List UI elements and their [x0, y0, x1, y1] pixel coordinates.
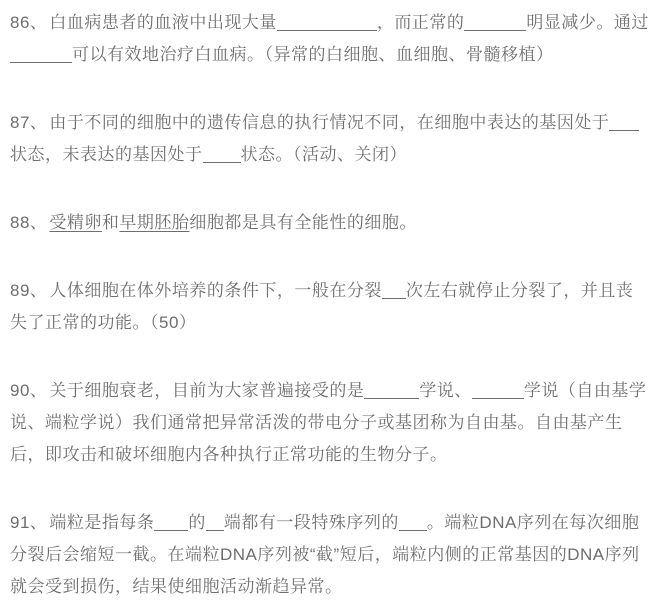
question-text: 白血病患者的血液中出现大量 [49, 13, 277, 32]
question-text: 由于不同的细胞中的遗传信息的执行情况不同，在细胞中表达的基因处于 [49, 113, 610, 132]
fill-in-blank [464, 29, 526, 31]
question-text: 的 [188, 513, 206, 532]
question-text: 关于细胞衰老，目前为大家普遍接受的是 [49, 381, 365, 400]
question-number: 91、 [10, 513, 48, 532]
question-text: 学说、 [419, 381, 472, 400]
question-q91 [10, 507, 650, 603]
question-text: 明显减少。通过 [526, 13, 649, 32]
question-text: 状态。（活动、关闭） [240, 145, 407, 164]
fill-in-blank [277, 29, 377, 31]
question-text: ，而正常的 [376, 13, 465, 32]
question-q89 [10, 275, 650, 339]
question-q90 [10, 375, 650, 471]
question-number: 89、 [10, 281, 48, 300]
question-text: 端粒是指每条 [49, 513, 155, 532]
question-text: 和 [101, 213, 120, 232]
fill-in-blank [206, 529, 224, 531]
question-text: 人体细胞在体外培养的条件下，一般在分裂 [49, 281, 382, 300]
underlined-term: 早期胚胎 [119, 213, 190, 232]
fill-in-blank [154, 529, 188, 531]
question-text: 。端粒DNA序列在每次细胞分裂后会缩短一截。在端粒DNA序列被“截”短后，端粒内侧的正常基因的DNA序列就会受到损伤，结果使细胞活动渐趋异常。 [10, 513, 640, 596]
question-text: 学说（自由基学说、端粒学说）我们通常把异常活泼的带电分子或基团称为自由基。自由基产生后，即攻击和破坏细胞内各种执行正常功能的生物分子。 [10, 381, 647, 464]
question-q88 [10, 207, 650, 239]
question-number: 87、 [10, 113, 48, 132]
question-q87 [10, 107, 650, 171]
question-number: 90、 [10, 381, 48, 400]
fill-in-blank [364, 397, 419, 399]
fill-in-blank [203, 161, 241, 163]
question-number: 86、 [10, 13, 48, 32]
fill-in-blank [472, 397, 524, 399]
question-number: 88、 [10, 213, 48, 232]
question-text: 端都有一段特殊序列的 [223, 513, 399, 532]
fill-in-blank [399, 529, 427, 531]
question-text: 次左右就停止分裂了，并且丧失了正常的功能。（50） [10, 281, 634, 332]
fill-in-blank [609, 129, 639, 131]
question-list [10, 7, 650, 603]
underlined-term: 受精卵 [49, 213, 102, 232]
question-text: 状态，未表达的基因处于 [10, 145, 203, 164]
question-q86 [10, 7, 650, 71]
fill-in-blank [10, 61, 72, 63]
question-text: 可以有效地治疗白血病。（异常的白细胞、血细胞、骨髓移植） [72, 45, 554, 64]
question-text: 细胞都是具有全能性的细胞。 [189, 213, 417, 232]
fill-in-blank [382, 297, 406, 299]
